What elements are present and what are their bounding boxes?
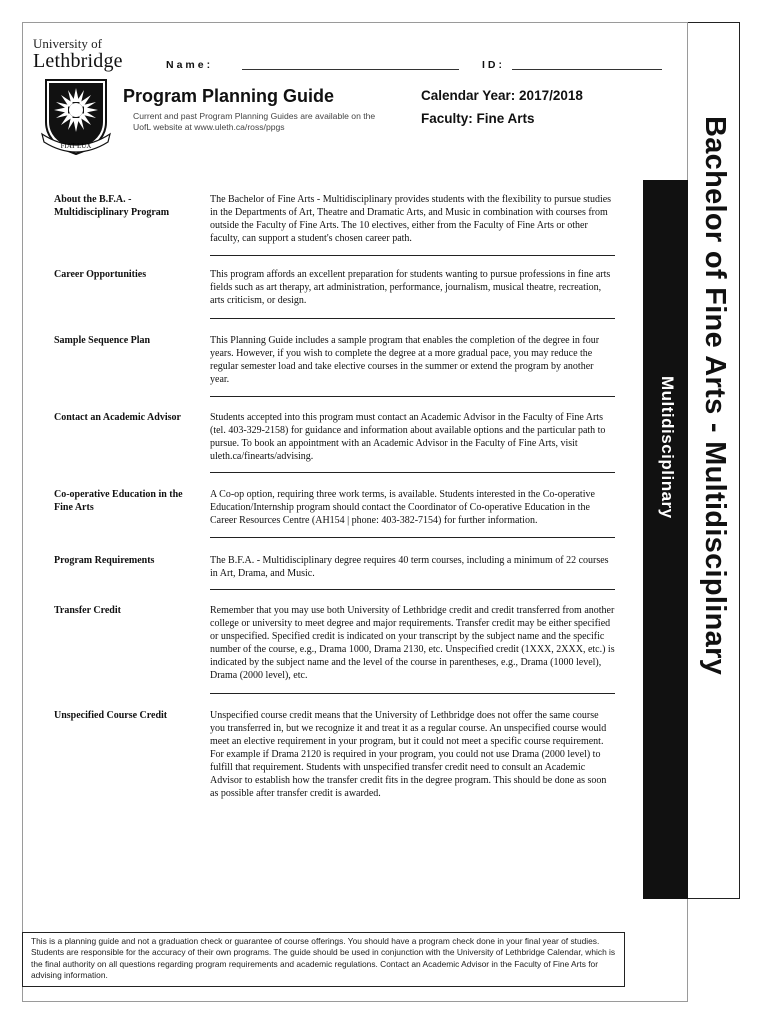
section-divider bbox=[210, 318, 615, 319]
tab-title-text: Multidisciplinary bbox=[658, 376, 677, 519]
section-body-about: The Bachelor of Fine Arts - Multidisciplinary provides students with the flexibility to pursue studies in the Departments of Art, Theatre and Dramatic Arts, and Music in combination with courses from outside the Faculty of Fine Arts. The 10 electives, either from the Faculty of Fine Arts or other faculty, can support a student's chosen career path. bbox=[210, 194, 612, 244]
disclaimer-footer: This is a planning guide and not a graduation check or guarantee of course offerings. You should have a program check done in your final year of studies. Students are responsible for the accuracy of their own programs. The guide should be used in conjunction with the University of Lethbridge Calendar, which is the final authority on all questions regarding program requirements and academic regulations. Contact an Academic Advisor in the Faculty of Fine Arts for advising information. bbox=[22, 932, 625, 987]
university-logo bbox=[33, 37, 133, 71]
name-label: Name: bbox=[166, 59, 214, 71]
section-body-coop: A Co-op option, requiring three work terms, is available. Students interested in the Co-operative Education/Internship program should contact the Coordinator of Co-operative Education in the Career Resources Centre (AH154 | phone: 403-382-7154) for further information. bbox=[210, 489, 595, 526]
section-divider bbox=[210, 472, 615, 473]
guide-subtitle: Current and past Program Planning Guides are available on the UofL website at www.uleth.ca/ross/ppgs bbox=[133, 111, 376, 132]
section-body-requirements: The B.F.A. - Multidisciplinary degree requires 40 term courses, including a minimum of 22 courses in Art, Drama, and Music. bbox=[210, 555, 609, 579]
section-label-unspecified: Unspecified Course Credit bbox=[54, 710, 168, 721]
name-field[interactable] bbox=[242, 69, 459, 70]
program-title-text: Bachelor of Fine Arts - Multidisciplinary bbox=[699, 116, 731, 676]
section-divider bbox=[210, 693, 615, 694]
university-crest-icon bbox=[40, 76, 112, 156]
section-body-unspecified: Unspecified course credit means that the University of Lethbridge does not offer the same course you transferred in, but we recognize it and treat it as a regular course. An unspecified course would meet an elective requirement in your program, but it could not meet a specific course requirement. For example if Drama 2120 is required in your program, you could not use Drama (2000 level) to fulfill that requirement. Students with unspecified transfer credit need to consult an Academic Advisor to establish how the transfer credit fits in the degree program. This should be done as soon as possible after transfer credit is awarded. bbox=[210, 710, 607, 799]
section-label-requirements: Program Requirements bbox=[54, 555, 155, 566]
section-label-advisor: Contact an Academic Advisor bbox=[54, 412, 181, 423]
section-body-career: This program affords an excellent preparation for students wanting to pursue professions in fine arts fields such as art therapy, art administration, performance, journalism, musical theatre, recreation, arts criticism, or design. bbox=[210, 269, 611, 306]
section-label-coop: Co-operative Education in the Fine Arts bbox=[54, 489, 183, 513]
section-label-sequence: Sample Sequence Plan bbox=[54, 335, 151, 346]
section-body-transfer: Remember that you may use both University of Lethbridge credit and credit transferred from another college or university to meet degree and major requirements. Transfer credit may be either specified or unspecified. Specified credit is indicated on your transcript by the subject name and the specific number of the course, e.g., Drama 1000, Drama 2130, etc. Unspecified credit (1XXX, 2XXX, etc.) is indicated by the subject name and the level of the course in parentheses, e.g., Drama (1000 level), Drama (2000 level), etc. bbox=[210, 605, 615, 681]
guide-title: Program Planning Guide bbox=[123, 86, 335, 106]
section-divider bbox=[210, 537, 615, 538]
section-divider bbox=[210, 589, 615, 590]
id-label: ID: bbox=[482, 59, 505, 71]
faculty: Faculty: Fine Arts bbox=[421, 111, 535, 126]
section-divider bbox=[210, 255, 615, 256]
id-field[interactable] bbox=[512, 69, 662, 70]
section-label-career: Career Opportunities bbox=[54, 269, 147, 280]
program-title-vertical bbox=[697, 116, 733, 812]
crest-motto: FIAT LUX bbox=[60, 142, 92, 150]
calendar-year: Calendar Year: 2017/2018 bbox=[421, 88, 583, 103]
section-body-advisor: Students accepted into this program must contact an Academic Advisor in the Faculty of Fine Arts (tel. 403-329-2158) for guidance and information about available options and the particular path to pursue. To book an appointment with an Academic Advisor in the Faculty of Fine Arts, visit uleth.ca/finearts/advising. bbox=[210, 412, 606, 462]
section-body-sequence: This Planning Guide includes a sample program that enables the completion of the degree in four years. However, if you wish to complete the degree at a more gradual pace, you may reduce the regular semester load and take elective courses in the summer or extend the program by another year. bbox=[210, 335, 600, 385]
tab-title-vertical bbox=[653, 376, 681, 606]
section-divider bbox=[210, 396, 615, 397]
section-label-transfer: Transfer Credit bbox=[54, 605, 121, 616]
logo-line-2: Lethbridge bbox=[33, 50, 123, 72]
section-label-about: About the B.F.A. - Multidisciplinary Program bbox=[54, 194, 170, 218]
logo-line-1: University of bbox=[33, 36, 102, 51]
